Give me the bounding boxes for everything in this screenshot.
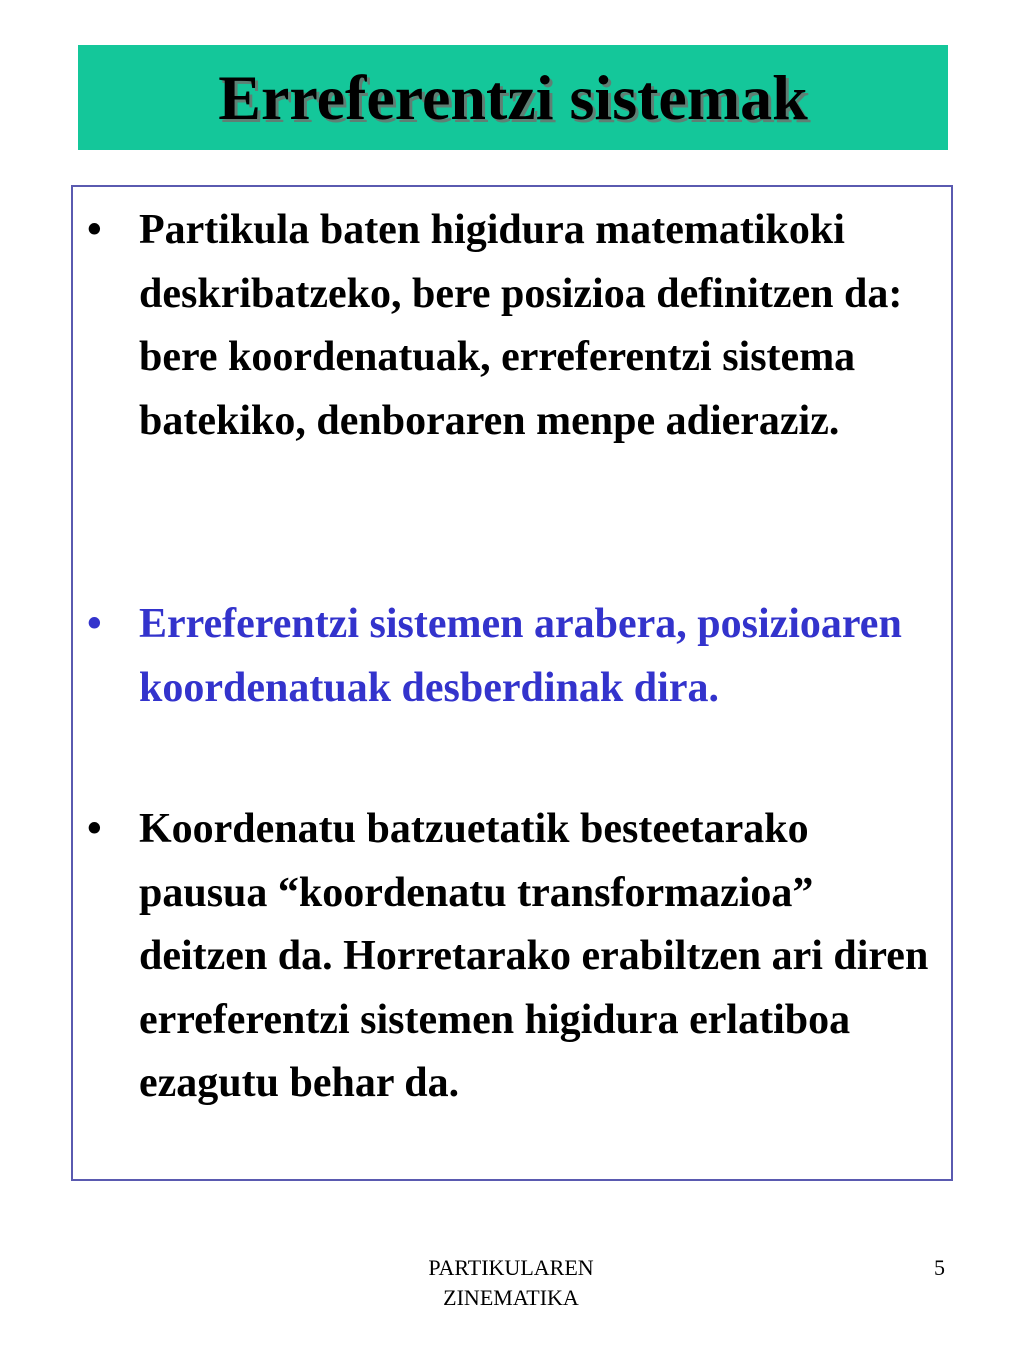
bullet-text: Koordenatu batzuetatik besteetarako pausua “koordenatu transformazioa” deitzen da. Horretarako erabiltzen ari diren erreferentzi sistemen higidura erlatiboa ezagutu behar da. — [139, 806, 929, 1106]
bullet-dot-icon: • — [87, 806, 102, 852]
bullet-text: Erreferentzi sistemen arabera, posizioaren koordenatuak desberdinak dira. — [139, 601, 902, 711]
footer-title-line2: ZINEMATIKA — [443, 1285, 579, 1310]
slide-title: Erreferentzi sistemak — [218, 61, 808, 133]
footer-title-line1: PARTIKULAREN — [428, 1255, 594, 1280]
bullet-dot-icon: • — [87, 207, 102, 253]
slide-title-bar — [78, 45, 948, 150]
bullet-dot-icon: • — [87, 601, 102, 647]
page-number: 5 — [934, 1255, 945, 1280]
content-box — [71, 185, 953, 1181]
footer-title — [380, 1253, 642, 1313]
bullet-text: Partikula baten higidura matematikoki deskribatzeko, bere posizioa definitzen da: bere koordenatuak, erreferentzi sistema batekiko, denboraren menpe adieraziz. — [139, 207, 903, 444]
